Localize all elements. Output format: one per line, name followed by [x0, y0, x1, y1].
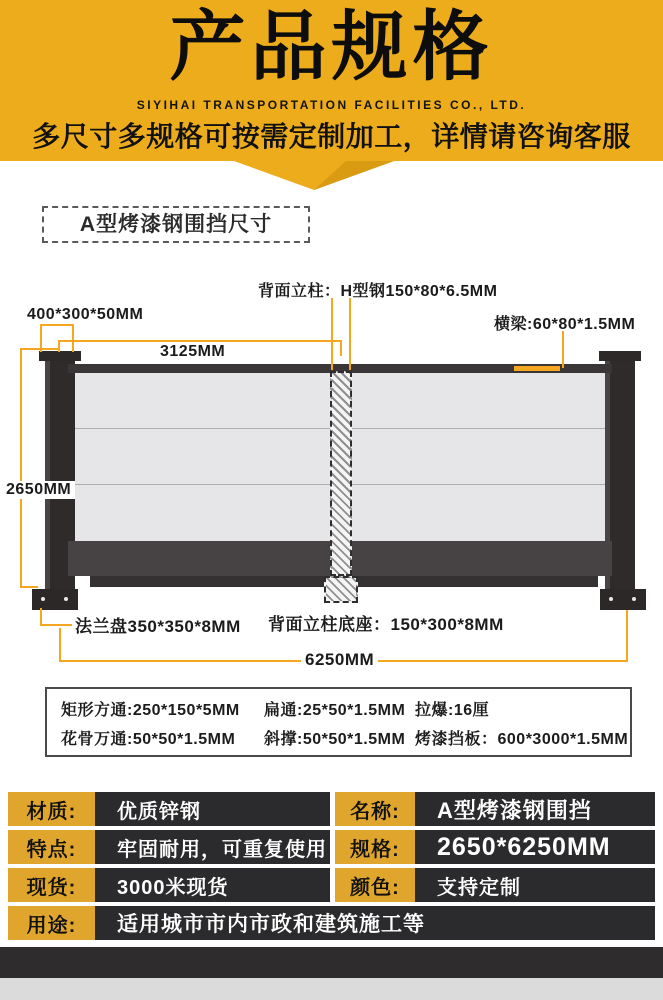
- info-label-material: 材质:: [8, 792, 95, 826]
- dim-tick: [20, 586, 38, 588]
- label-top-cap: 400*300*50MM: [27, 306, 144, 323]
- spec-item: 花骨万通:50*50*1.5MM: [61, 731, 236, 748]
- customization-tagline: 多尺寸多规格可按需定制加工，详情请咨询客服: [32, 121, 631, 152]
- dim-tick: [58, 340, 60, 352]
- label-beam: 横梁:60*80*1.5MM: [494, 316, 636, 333]
- label-panel-width: 3125MM: [160, 343, 226, 360]
- info-label-feature: 特点:: [8, 830, 95, 864]
- dim-line-3125: [58, 340, 342, 342]
- info-label-name: 名称:: [335, 792, 415, 826]
- back-post-hatched: [330, 371, 352, 576]
- spec-item: 矩形方通:250*150*5MM: [61, 702, 240, 719]
- back-post-base-hatched: [324, 576, 358, 603]
- dim-bracket-flange: [40, 624, 72, 626]
- right-post-cap: [599, 351, 641, 361]
- label-total-width: 6250MM: [301, 650, 378, 670]
- info-value-usage: 适用城市市内市政和建筑施工等: [95, 906, 655, 940]
- dim-tick: [20, 348, 58, 350]
- right-base-plate: [600, 589, 646, 610]
- info-label-size: 规格:: [335, 830, 415, 864]
- info-value-material: 优质锌钢: [95, 792, 330, 826]
- info-value-name: A型烤漆钢围挡: [415, 792, 655, 826]
- dim-line-beam: [562, 331, 564, 368]
- company-name: SIYIHAI TRANSPORTATION FACILITIES CO., LTD.: [136, 98, 527, 112]
- dim-line: [349, 298, 351, 370]
- spec-item: 扁通:25*50*1.5MM: [264, 702, 406, 719]
- dim-line: [331, 298, 333, 370]
- dim-tick: [340, 340, 342, 356]
- info-label-usage: 用途:: [8, 906, 95, 940]
- spec-item: 斜撑:50*50*1.5MM: [264, 731, 406, 748]
- diagram-section-title: A型烤漆钢围挡尺寸: [42, 206, 310, 243]
- dim-riser: [59, 628, 61, 662]
- left-post-cap: [39, 351, 81, 361]
- info-value-stock: 3000米现货: [95, 868, 330, 902]
- dim-line-2650: [20, 348, 22, 588]
- dim-bracket: [40, 324, 74, 326]
- label-post-base: 背面立柱底座：150*300*8MM: [268, 615, 504, 634]
- spec-item: 拉爆:16厘: [415, 702, 490, 719]
- bolt-dot: [64, 597, 68, 601]
- info-value-color: 支持定制: [415, 868, 655, 902]
- footer-background: [0, 978, 663, 1000]
- info-label-color: 颜色:: [335, 868, 415, 902]
- info-label-stock: 现货:: [8, 868, 95, 902]
- dim-bracket: [72, 324, 74, 352]
- left-base-plate: [32, 589, 78, 610]
- dim-riser: [626, 610, 628, 662]
- spec-item: 烤漆挡板：600*3000*1.5MM: [415, 731, 629, 748]
- bolt-dot: [41, 597, 45, 601]
- beam-highlight: [514, 366, 560, 371]
- footer-dark-bar: [0, 947, 663, 978]
- label-flange: 法兰盘350*350*8MM: [75, 617, 241, 636]
- label-height: 2650MM: [2, 481, 75, 499]
- info-value-feature: 牢固耐用，可重复使用: [95, 830, 330, 864]
- component-specs-box: [45, 687, 632, 757]
- info-value-size: 2650*6250MM: [415, 830, 655, 864]
- label-back-post: 背面立柱：H型钢150*80*6.5MM: [258, 283, 498, 300]
- bolt-dot: [632, 597, 636, 601]
- page-title: 产品规格: [169, 5, 494, 90]
- bolt-dot: [609, 597, 613, 601]
